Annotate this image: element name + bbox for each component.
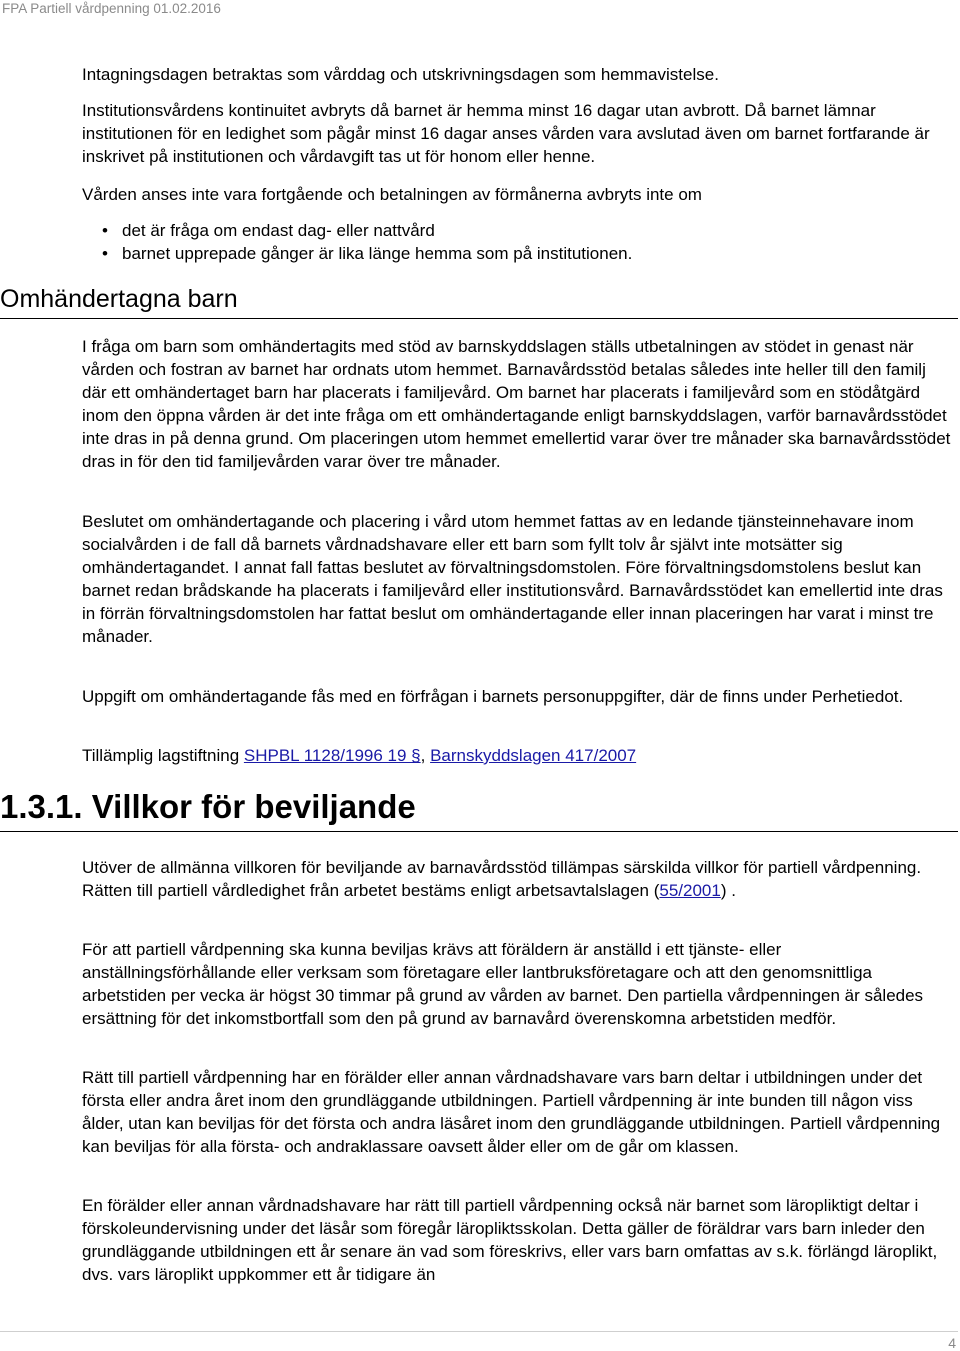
law-link-arbetsavtalslagen[interactable]: 55/2001 [659,881,721,900]
paragraph-information-source: Uppgift om omhändertagande fås med en förfrågan i barnets personuppgifter, där de finns under Perhetiedot. [82,687,904,706]
paragraph-legislation: Tillämplig lagstiftning SHPBL 1128/1996 19 §, Barnskyddslagen 417/2007 [82,746,637,765]
section-divider [0,831,958,832]
paragraph-continuity: Institutionsvårdens kontinuitet avbryts då barnet är hemma minst 16 dagar utan avbrott. Då barnet lämnar institutionen för en ledighet som pågår minst 16 dagar anses vården vara avslutad även om barnet fortfarande är inskrivet på institutionen och vårdavgift tas ut för honom eller henne. [82,101,930,166]
law-link-barnskyddslagen[interactable]: Barnskyddslagen 417/2007 [430,746,637,765]
bullet-list [100,219,940,265]
paragraph-not-ongoing: Vården anses inte vara fortgående och betalningen av förmånerna avbryts inte om [82,185,702,204]
bullet-icon: • [102,244,108,263]
section-divider [0,318,958,319]
list-item: • det är fråga om endast dag- eller nattvård [102,221,435,240]
paragraph-special-conditions: Utöver de allmänna villkoren för beviljande av barnavårdsstöd tillämpas särskilda villkor för partiell vårdpenning. Rätten till partiell vårdledighet från arbetet bestäms enligt arbetsavtalslagen (55/2001) . [82,858,922,900]
law-link-shpbl[interactable]: SHPBL 1128/1996 19 § [243,746,421,765]
paragraph-decision: Beslutet om omhändertagande och placering i vård utom hemmet fattas av en ledande tjänsteinnehavare inom socialvården i de fall då barnets vårdnadshavare eller ett barn som fyllt tolv år självt inte motsätter sig omhändertagandet. I annat fall fattas beslutet av förvaltningsdomstolen. Före förvaltningsdomstolens beslut kan barnet redan brådskande ha placerats i familjevård eller institutionsvård. Barnavårdsstödet kan emellertid inte dras in förrän förvaltningsdomstolen har fattat beslut om omhändertagande eller innan placeringen har varat i minst tre månader. [82,512,943,646]
footer-divider [0,1331,958,1332]
paragraph-employment-requirement: För att partiell vårdpenning ska kunna beviljas krävs att föräldern är anställd i ett tjänste- eller anställningsförhållande eller verksam som företagare eller lantbruksföretagare och att den genomsnittliga arbetstiden per vecka är högst 30 timmar på grund av vården av barnet. Den partiella vårdpenningen är således ersättning för det inkomstbortfall som den på grund av barnavård överenskomna arbetstiden medför. [82,940,924,1028]
paragraph-care-orders: I fråga om barn som omhändertagits med stöd av barnskyddslagen ställs utbetalningen av stödet in genast när vården och fostran av barnet har ordnats utom hemmet. Barnavårdsstöd betalas således inte heller till den familj där ett omhändertaget barn har placerats i familjevård. Om barnet har placerats i familjevård som en stödåtgärd inom den öppna vården är det inte fråga om ett omhändertagande enligt barnskyddslagen, varför barnavårdsstödet inte dras in på denna grund. Om placeringen utom hemmet emellertid varar över tre månader ska barnavårdsstödet dras in för den tid familjevården varar över tre månader. [82,337,951,471]
page-number: 4 [948,1335,956,1351]
section-heading-omhandertagna: Omhändertagna barn [0,285,238,313]
section-heading-villkor: 1.3.1. Villkor för beviljande [0,788,416,825]
document-header: FPA Partiell vårdpenning 01.02.2016 [2,1,221,16]
paragraph-admission-day: Intagningsdagen betraktas som vårddag och utskrivningsdagen som hemmavistelse. [82,65,719,84]
bullet-icon: • [102,221,108,240]
paragraph-school-years: Rätt till partiell vårdpenning har en förälder eller annan vårdnadshavare vars barn deltar i utbildningen under det första eller andra året inom den grundläggande utbildningen. Partiell vårdpenning är inte bunden till någon viss ålder, utan kan beviljas för det första och andra läsåret inom den grundläggande utbildningen. Partiell vårdpenning kan beviljas för alla första- och andraklassare oavsett ålder eller om de går om klassen. [82,1068,941,1156]
paragraph-preschool: En förälder eller annan vårdnadshavare har rätt till partiell vårdpenning också när barnet som läropliktigt deltar i förskoleundervisning under det läsår som föregår läropliktsskolan. Detta gäller de föräldrar vars barn inleder den grundläggande utbildningen ett år senare än vad som föreskrivs, eller vars barn omfattas av s.k. förlängd läroplikt, dvs. vars läroplikt uppkommer ett år tidigare än [82,1196,938,1284]
list-item: • barnet upprepade gånger är lika länge hemma som på institutionen. [102,244,633,263]
